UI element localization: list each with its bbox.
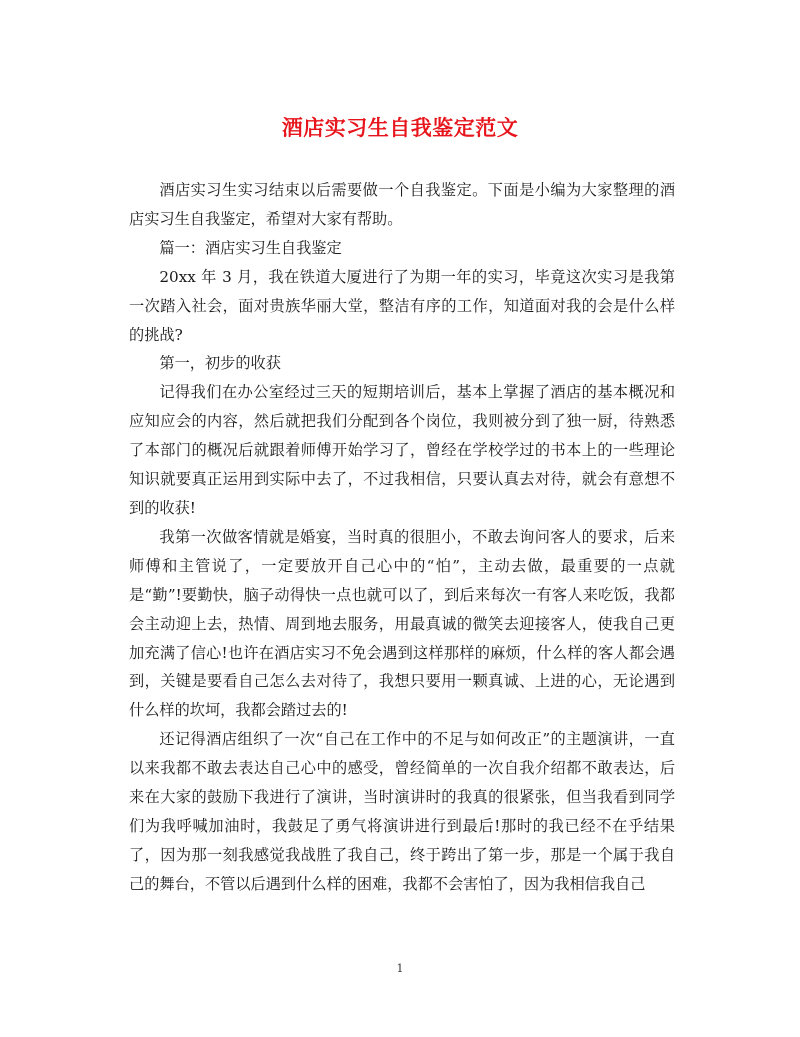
subsection-heading: 第一，初步的收获: [159, 354, 281, 373]
body-paragraph: 记得我们在办公室经过三天的短期培训后，基本上掌握了酒店的基本概况和应知应会的内容，然后就把我们分配到各个岗位，我则被分到了独一厨，待熟悉了本部门的概况后就跟着师傅开始学习了，曾经在学校学过的书本上的一些理论知识就要真正运用到实际中去了，不过我相信，只要认真去对待，就会有意想不到的收获!: [129, 383, 675, 517]
document-title: 酒店实习生自我鉴定范文: [281, 115, 519, 140]
body-paragraph: 还记得酒店组织了一次“自己在工作中的不足与如何改正”的主题演讲，一直以来我都不敢去表达自己心中的感受，曾经简单的一次自我介绍都不敢表达，后来在大家的鼓励下我进行了演讲，当时演讲时的我真的很紧张，但当我看到同学们为我呼喊加油时，我鼓足了勇气将演讲进行到最后!那时的我已经不在乎结果了，因为那一刻我感觉我战胜了我自己，终于跨出了第一步，那是一个属于我自己的舞台，不管以后遇到什么样的困难，我都不会害怕了，因为我相信我自己: [129, 730, 675, 893]
body-paragraph: 20xx 年 3 月，我在铁道大厦进行了为期一年的实习，毕竟这次实习是我第一次踏入社会，面对贵族华丽大堂，整洁有序的工作，知道面对我的会是什么样的挑战?: [129, 267, 675, 344]
page-number: 1: [396, 962, 404, 975]
section-heading: 篇一：酒店实习生自我鉴定: [159, 238, 342, 257]
document-body: [129, 176, 675, 899]
intro-paragraph: 酒店实习生实习结束以后需要做一个自我鉴定。下面是小编为大家整理的酒店实习生自我鉴定，希望对大家有帮助。: [129, 181, 675, 228]
body-paragraph: 我第一次做客情就是婚宴，当时真的很胆小，不敢去询问客人的要求，后来师傅和主管说了，一定要放开自己心中的“怕”，主动去做，最重要的一点就是“勤”!要勤快，脑子动得快一点也就可以了，到后来每次一有客人来吃饭，我都会主动迎上去，热情、周到地去服务，用最真诚的微笑去迎接客人，使我自己更加充满了信心!也许在酒店实习不免会遇到这样那样的麻烦，什么样的客人都会遇到，关键是要看自己怎么去对待了，我想只要用一颗真诚、上进的心，无论遇到什么样的坎坷，我都会踏过去的!: [129, 527, 675, 720]
